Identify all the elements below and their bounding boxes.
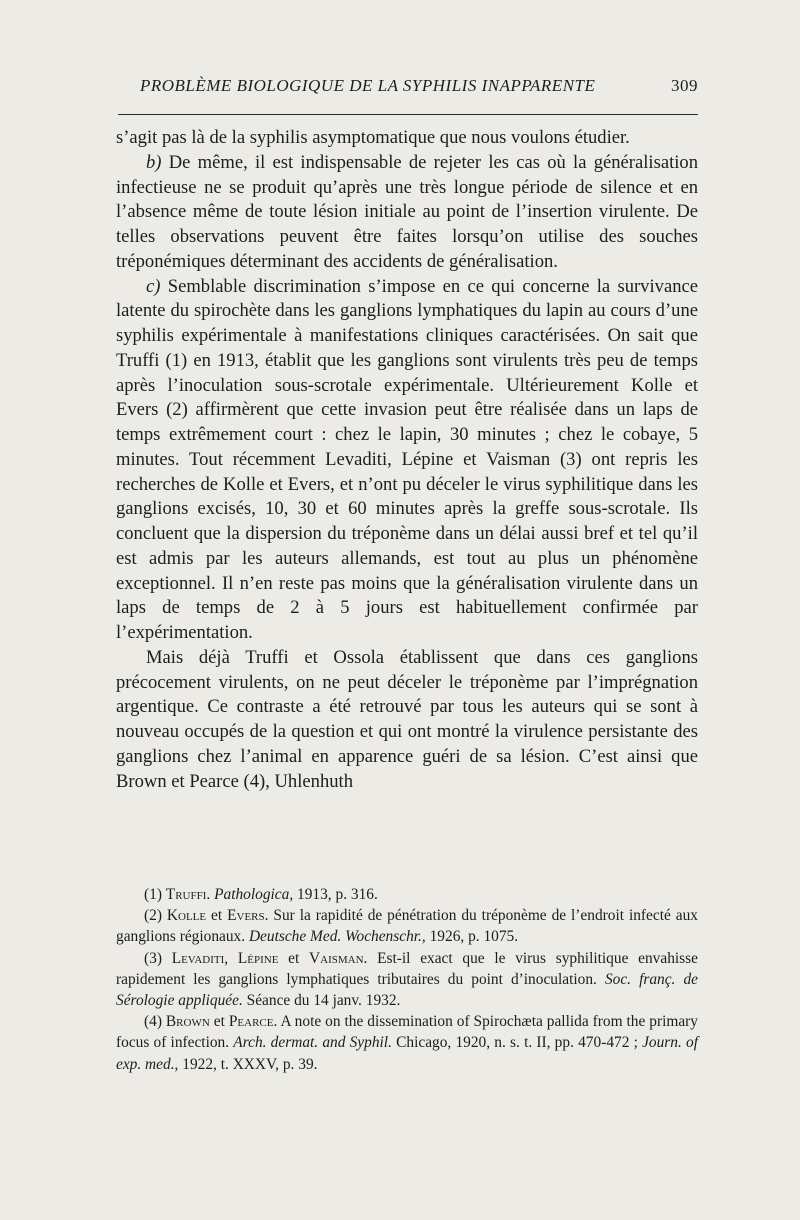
item-label-c: c) bbox=[146, 275, 161, 297]
footnote-4-text: A note on the dissemination of Spirochæta pallida from the primary focus of infection. bbox=[116, 1013, 698, 1052]
footnote-2-journal: Deutsche Med. Wochenschr. bbox=[248, 928, 422, 946]
footnote-4-et: et bbox=[209, 1013, 229, 1031]
paragraph-1: s’agit pas là de la syphilis asymptomatique que nous voulons étudier. bbox=[116, 127, 630, 148]
footnote-4-rest: , 1922, t. XXXV, p. 39. bbox=[174, 1055, 318, 1073]
footnote-3-journal: Soc. franç. de Sérologie appliquée. bbox=[116, 970, 698, 1010]
footnote-2-num: (2) bbox=[144, 907, 167, 925]
paragraph-4: Mais déjà Truffi et Ossola établissent que dans ces ganglions précocement virulents, on ne peut déceler le tréponème par l’imprégnation argentique. Ce contraste a été retrouvé par tous les auteurs qui se sont à nouveau occupés de la question et qui ont montré la virulence persistante des ganglions chez l’animal en apparence guéri de sa lésion. C’est ainsi que Brown et Pearce (4), Uhlenhuth bbox=[116, 646, 698, 792]
footnote-4 bbox=[116, 1011, 698, 1075]
running-title: PROBLÈME BIOLOGIQUE DE LA SYPHILIS INAPPARENTE bbox=[140, 76, 596, 95]
footnote-1-journal: Pathologica bbox=[214, 886, 290, 903]
footnote-3-text: Est-il exact que le virus syphilitique envahisse rapidement les ganglions lymphatiques tributaires du point d’inoculation. bbox=[116, 949, 698, 988]
footnote-1-rest: , 1913, p. 316. bbox=[289, 886, 378, 903]
footnote-4-author: Brown bbox=[165, 1013, 210, 1031]
paragraph-c-text: Semblable discrimination s’impose en ce qui concerne la survivance latente du spirochète dans les ganglions lymphatiques du lapin au cours d’une syphilis expérimentale à manifestations cliniques caractérisées. On sait que Truffi (1) en 1913, établit que les ganglions sont virulents très peu de temps après l’inoculation sous-scrotale expérimentale. Ultérieurement Kolle et Evers (2) affirmèrent que cette invasion peut être réalisée dans un laps de temps extrêmement court : chez le lapin, 30 minutes ; chez le cobaye, 5 minutes. Tout récemment Levaditi, Lépine et Vaisman (3) ont repris les recherches de Kolle et Evers, et n’ont pu déceler le virus syphilitique dans les ganglions excisés, 10, 30 et 60 minutes après la greffe sous-scrotale. Ils concluent que la dispersion du tréponème dans un délai aussi bref et tel qu’il est admis par les auteurs allemands, est tout au plus un phénomène exceptionnel. Il n’en reste pas moins que la généralisation virulente dans un laps de temps de 2 à 5 jours est habituellement confirmée par l’expérimentation. bbox=[116, 275, 698, 643]
footnote-2-text: Sur la rapidité de pénétration du tréponème de l’endroit infecté aux ganglions régionaux. bbox=[116, 907, 698, 946]
footnote-3-author: Levaditi, Lépine bbox=[171, 949, 279, 967]
header-rule bbox=[118, 114, 698, 115]
main-text bbox=[116, 126, 698, 794]
footnote-3-rest: Séance du 14 janv. 1932. bbox=[242, 992, 401, 1010]
footnote-4-mid: Chicago, 1920, n. s. t. II, pp. 470-472 ; bbox=[391, 1034, 643, 1052]
footnote-3-author2: Vaisman. bbox=[309, 949, 368, 967]
paragraph-b bbox=[116, 151, 698, 275]
footnote-3-et: et bbox=[278, 949, 310, 967]
footnote-3 bbox=[116, 948, 698, 1012]
footnote-2-author: Kolle bbox=[166, 907, 207, 925]
footnote-2-et: et bbox=[206, 907, 228, 925]
footnote-1-num: (1) bbox=[144, 886, 166, 903]
footnote-3-num: (3) bbox=[144, 949, 172, 967]
footnote-1-author: Truffi. bbox=[165, 886, 211, 903]
footnote-2-author2: Evers. bbox=[227, 907, 269, 925]
paragraph-b-text: De même, il est indispensable de rejeter les cas où la généralisation infectieuse ne se produit qu’après une très longue période de silence et en l’absence même de toute lésion initiale au point de l’insertion virulente. De telles observations peuvent être faites lorsqu’on utilise des souches tréponémiques déterminant des accidents de généralisation. bbox=[116, 151, 698, 272]
footnotes bbox=[116, 884, 698, 1075]
footnote-4-journal: Arch. dermat. and Syphil. bbox=[233, 1034, 392, 1052]
footnote-2-rest: , 1926, p. 1075. bbox=[421, 928, 519, 946]
footnote-4-num: (4) bbox=[144, 1013, 166, 1031]
item-label-b: b) bbox=[146, 151, 162, 173]
page-number: 309 bbox=[671, 76, 698, 95]
footnote-4-author2: Pearce. bbox=[228, 1013, 278, 1031]
footnote-4-journal2: Journ. of exp. med. bbox=[116, 1034, 698, 1073]
footnote-1 bbox=[116, 884, 698, 905]
footnote-2 bbox=[116, 905, 698, 947]
paragraph-c bbox=[116, 275, 698, 646]
